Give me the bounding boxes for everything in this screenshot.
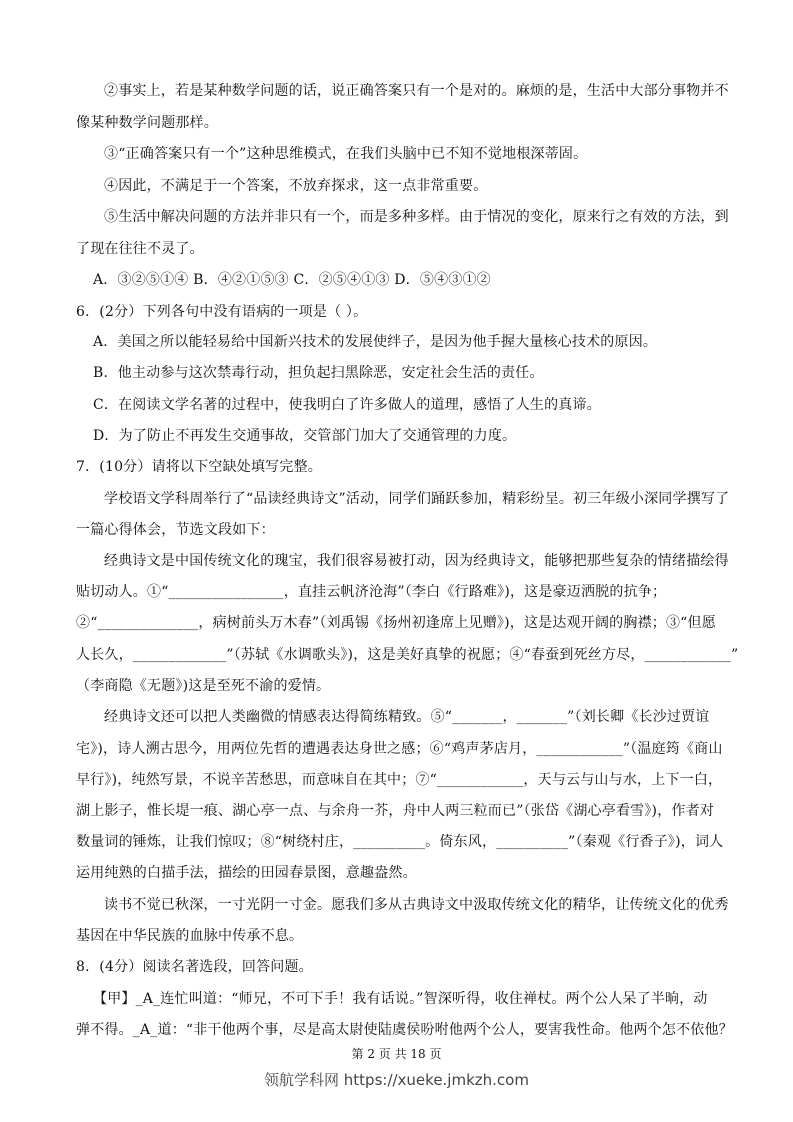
text-line: 【甲】_A_连忙叫道：“师兄，不可下手！我有话说。”智深听得，收住禅杖。两个公人呆了半晌，动: [93, 991, 708, 1007]
text-line: 了现在往往不灵了。: [76, 241, 204, 257]
text-line: 像某种数学问题那样。: [76, 115, 218, 131]
text-line: 运用纯熟的白描手法，描绘的田园春景图，意趣盎然。: [76, 865, 417, 881]
text-line: ⑤生活中解决问题的方法并非只有一个，而是多种多样。由于情况的变化，原来行之有效的方法，到: [104, 209, 729, 225]
text-line: ②“______________，病树前头万木春”（刘禹锡《扬州初逢席上见赠》)，这是达观开阔的胸襟；③“但愿: [76, 615, 716, 631]
text-line: 一篇心得体会，节选文段如下：: [76, 522, 275, 538]
text-line: 人长久，_____________”（苏轼《水调歌头》)，这是美好真挚的祝愿；④“春蚕到死丝方尽，____________”: [76, 647, 739, 663]
page-footer: 第 2 页 共 18 页: [351, 1047, 442, 1061]
text-line: ②事实上，若是某种数学问题的话，说正确答案只有一个是对的。麻烦的是，生活中大部分事物并不: [104, 83, 729, 99]
text-line: （李商隐《无题》)这是至死不渝的爱情。: [76, 678, 331, 694]
text-line: B．他主动参与这次禁毒行动，担负起扫黑除恶，安定社会生活的责任。: [93, 365, 544, 381]
text-line: 经典诗文是中国传统文化的瑰宝，我们很容易被打动，因为经典诗文，能够把那些复杂的情绪描绘得: [104, 553, 729, 569]
text-line: A．美国之所以能轻易给中国新兴技术的发展使绊子，是因为他手握大量核心技术的原因。: [93, 334, 658, 350]
text-line: 湖上影子，惟长堤一痕、湖心亭一点、与余舟一芥，舟中人两三粒而已”（张岱《湖心亭看雪》)，作者对: [76, 803, 715, 819]
text-line: ③“正确答案只有一个”这种思维模式，在我们头脑中已不知不觉地根深蒂固。: [104, 146, 588, 162]
text-line: 数量词的锤炼，让我们惊叹；⑧“树绕村庄，__________。倚东风，__________”（秦观《行香子》)，词人: [76, 834, 724, 850]
text-line: 弹不得。_A_道：“非干他两个事，尽是高太尉使陆虞侯吩咐他两个公人，要害我性命。他两个怎不依他？: [76, 1022, 733, 1038]
text-line: 8．(4分）阅读名著选段，回答问题。: [76, 959, 313, 975]
text-line: A．③②⑤①④ B．④②①⑤③ C．②⑤④①③ D．⑤④③①②: [93, 272, 491, 288]
text-line: 贴切动人。①“________________，直挂云帆济沧海”（李白《行路难》)，这是豪迈洒脱的抗争；: [76, 584, 667, 600]
text-line: 7．(10分）请将以下空缺处填写完整。: [76, 459, 322, 475]
text-line: 宅》)，诗人溯古思今，用两位先哲的遭遇表达身世之感；⑥“鸡声茅店月，____________”（温庭筠《商山: [76, 741, 723, 757]
text-line: C．在阅读文学名著的过程中，使我明白了许多做人的道理，感悟了人生的真谛。: [93, 397, 601, 413]
text-line: 早行》)，纯然写景，不说辛苦愁思，而意味自在其中；⑦“____________，天与云与山与水，上下一白，: [76, 772, 723, 788]
text-line: 经典诗文还可以把人类幽微的情感表达得简练精致。⑤“_______，_______”（刘长卿《长沙过贾谊: [104, 709, 710, 725]
text-line: D．为了防止不再发生交通事故，交管部门加大了交通管理的力度。: [93, 428, 517, 444]
text-line: ④因此，不满足于一个答案，不放弃探求，这一点非常重要。: [104, 178, 488, 194]
text-line: 学校语文学科周举行了“品读经典诗文”活动，同学们踊跃参加，精彩纷呈。初三年级小深同学撰写了: [104, 491, 730, 507]
watermark-link[interactable]: 领航学科网 https://xueke.jmkzh.com: [264, 1071, 529, 1089]
text-line: 基因在中华民族的血脉中传承不息。: [76, 928, 304, 944]
text-line: 读书不觉已秋深，一寸光阴一寸金。愿我们多从古典诗文中汲取传统文化的精华，让传统文化的优秀: [104, 897, 729, 913]
text-line: 6．(2分）下列各句中没有语病的一项是（ ）。: [76, 304, 368, 320]
